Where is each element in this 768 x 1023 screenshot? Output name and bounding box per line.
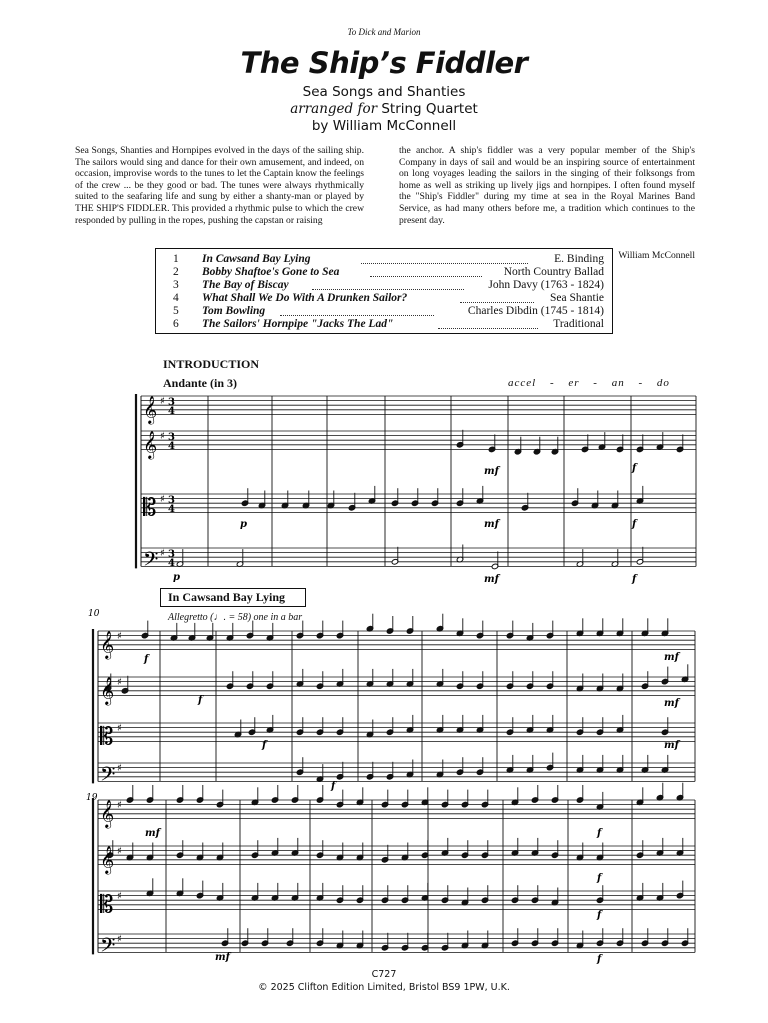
- signature: William McConnell: [618, 250, 695, 261]
- time-signature: 4: [168, 504, 175, 515]
- contents-title: What Shall We Do With A Drunken Sailor?: [202, 292, 408, 304]
- dynamic-marking: mf: [664, 740, 679, 751]
- contents-title: In Cawsand Bay Lying: [202, 253, 311, 265]
- barlines: [93, 394, 696, 954]
- treble-clef-icon: 𝄞: [100, 799, 115, 828]
- contents-title: The Sailors' Hornpipe "Jacks The Lad": [202, 318, 394, 330]
- contents-composer: E. Binding: [554, 253, 604, 265]
- staff-lines: [98, 396, 696, 952]
- key-signature-sharp-icon: ♯: [117, 800, 122, 811]
- subtitle-arranged-for: arranged for: [290, 101, 378, 117]
- dedication: To Dick and Marion: [347, 27, 421, 37]
- key-signature-sharp-icon: ♯: [160, 431, 165, 442]
- treble-clef-icon: 𝄞: [143, 430, 158, 459]
- contents-number: 3: [173, 279, 179, 291]
- contents-number: 2: [173, 266, 179, 278]
- treble-clef-icon: 𝄞: [100, 630, 115, 659]
- dynamic-marking: mf: [484, 574, 499, 585]
- intro-text-right: the anchor. A ship's fiddler was a very popular member of the Ship's Company in days of sail and would be an inspiring source of entertainment on long voyages leading the sailors in the singing of their folksongs from home as well as striking up lively jigs and hornpipes. I often found myself the "Ship's Fiddler" during my time at sea in the Royal Marines Band Service, as had many others before me, a tradition which continues to the present day.: [399, 145, 695, 226]
- dynamic-marking: mf: [484, 519, 499, 530]
- measure-number: 10: [88, 609, 100, 619]
- dynamic-marking: mf: [484, 466, 499, 477]
- time-signature: 4: [168, 406, 175, 417]
- dynamic-marking: mf: [215, 952, 230, 963]
- contents-number: 5: [173, 305, 179, 317]
- introduction-label: INTRODUCTION: [163, 357, 260, 371]
- key-signature-sharp-icon: ♯: [117, 934, 122, 945]
- alto-clef-icon: 𝄡: [100, 722, 114, 751]
- section-label-box: In Cawsand Bay Lying: [160, 588, 306, 607]
- treble-clef-icon: 𝄞: [100, 845, 115, 874]
- intro-tempo: Andante (in 3): [163, 376, 238, 390]
- key-signature-sharp-icon: ♯: [117, 846, 122, 857]
- subtitle-instrumentation: String Quartet: [381, 101, 478, 117]
- dynamic-marking: f: [597, 954, 602, 965]
- dynamic-marking: f: [262, 740, 267, 751]
- dynamic-marking: f: [632, 463, 637, 474]
- key-signature-sharp-icon: ♯: [160, 396, 165, 407]
- key-signature-sharp-icon: ♯: [117, 631, 122, 642]
- time-signature: 4: [168, 441, 175, 452]
- section-tempo: Allegretto (♩. = 58) one in a bar: [168, 612, 303, 623]
- intro-text-left: Sea Songs, Shanties and Hornpipes evolved in the days of the sailing ship. The sailors would sing and dance for their own amusement, and indeed, on occasion, improvise words to the tunes to let the Captain know the feelings of the crew ... be they good or bad. The tunes were always rhythmically suited to the seafaring life and sung by either a shanty-man or played by THE SHIP'S FIDDLER. This provided a rhythmic pulse to which the crew responded by pulling in the ropes, pushing the capstan or raising: [75, 145, 364, 226]
- time-signature: 3: [168, 432, 175, 443]
- contents-composer: Traditional: [553, 318, 604, 330]
- clefs: [100, 395, 175, 961]
- bass-clef-icon: 𝄢: [143, 547, 159, 576]
- subtitle-arranger: by William McConnell: [311, 118, 457, 134]
- measure-number: 19: [86, 793, 98, 803]
- dynamic-marking: p: [240, 519, 247, 530]
- dynamic-marking: mf: [664, 652, 679, 663]
- page-title: The Ship’s Fiddler: [240, 46, 528, 80]
- alto-clef-icon: 𝄡: [143, 493, 157, 522]
- dynamic-marking: f: [597, 873, 602, 884]
- contents-title: Bobby Shaftoe's Gone to Sea: [202, 266, 340, 278]
- dynamic-marking: f: [632, 519, 637, 530]
- time-signature: 3: [168, 495, 175, 506]
- contents-number: 6: [173, 318, 179, 330]
- contents-composer: Sea Shantie: [550, 292, 604, 304]
- dynamic-marking: f: [331, 781, 336, 792]
- contents-composer: Charles Dibdin (1745 - 1814): [467, 305, 604, 317]
- treble-clef-icon: 𝄞: [143, 395, 158, 424]
- contents-title: Tom Bowling: [202, 305, 266, 317]
- contents-composer: North Country Ballad: [503, 266, 604, 278]
- subtitle-sea-songs: Sea Songs and Shanties: [302, 84, 466, 100]
- dynamic-marking: f: [597, 910, 602, 921]
- dynamic-marking: mf: [664, 698, 679, 709]
- key-signature-sharp-icon: ♯: [117, 677, 122, 688]
- treble-clef-icon: 𝄞: [100, 676, 115, 705]
- contents-number: 4: [173, 292, 179, 304]
- time-signature: 3: [168, 549, 175, 560]
- alto-clef-icon: 𝄡: [100, 890, 114, 919]
- dynamic-marking: f: [198, 695, 203, 706]
- dynamic-marking: p: [173, 572, 180, 583]
- dynamic-marking: f: [632, 574, 637, 585]
- bass-clef-icon: 𝄢: [100, 762, 116, 791]
- dynamic-marking: f: [597, 828, 602, 839]
- time-signature: 4: [168, 558, 175, 569]
- key-signature-sharp-icon: ♯: [160, 494, 165, 505]
- copyright: © 2025 Clifton Edition Limited, Bristol BS9 1PW, U.K.: [258, 982, 510, 993]
- contents-number: 1: [173, 253, 179, 265]
- catalog-number: C727: [371, 969, 397, 980]
- key-signature-sharp-icon: ♯: [117, 763, 122, 774]
- accelerando-marking: accel - er - an - do: [508, 377, 670, 389]
- time-signature: 3: [168, 397, 175, 408]
- dynamic-marking: mf: [145, 828, 160, 839]
- contents-composer: John Davy (1763 - 1824): [488, 279, 604, 291]
- bass-clef-icon: 𝄢: [100, 933, 116, 962]
- dynamic-marking: f: [144, 654, 149, 665]
- key-signature-sharp-icon: ♯: [117, 891, 122, 902]
- key-signature-sharp-icon: ♯: [160, 548, 165, 559]
- dynamics-and-labels: [86, 463, 681, 965]
- key-signature-sharp-icon: ♯: [117, 723, 122, 734]
- contents-title: The Bay of Biscay: [202, 279, 289, 291]
